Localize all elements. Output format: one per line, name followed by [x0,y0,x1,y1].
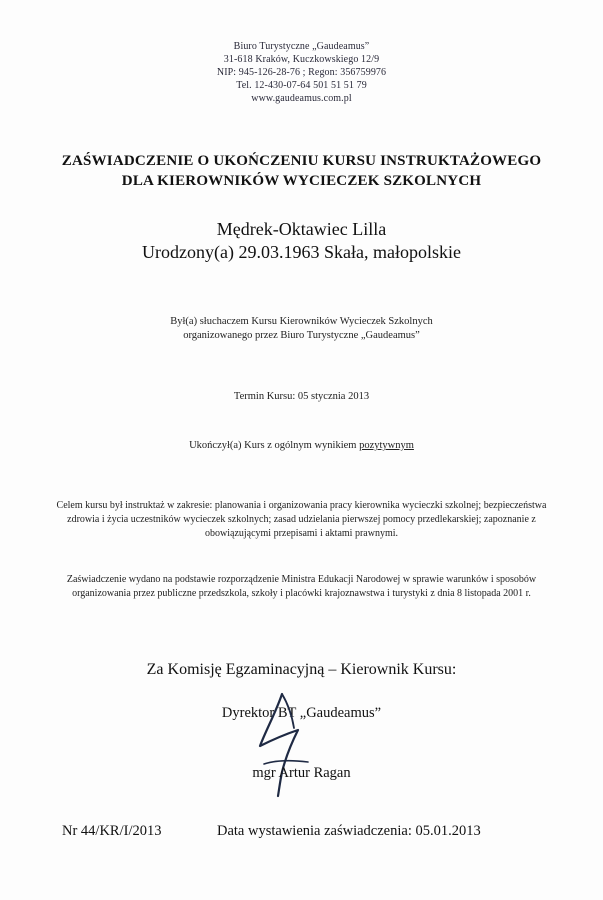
legal-line-2: organizowania przez publiczne przedszkola, szkoły i placówki krajoznawstwa i turystyki z dnia 8 listopada 2001 r. [72,588,531,599]
result-value: pozytywnym [359,440,414,451]
certificate-title [0,151,603,191]
company-phone: Tel. 12-430-07-64 501 51 51 79 [236,80,367,91]
attendance-statement [0,315,603,343]
commission-label: Za Komisję Egzaminacyjną – Kierownik Kursu: [146,661,457,678]
title-line-2: DLA KIEROWNIKÓW WYCIECZEK SZKOLNYCH [121,173,482,189]
attendance-line-1: Był(a) słuchaczem Kursu Kierowników Wycieczek Szkolnych [170,316,433,327]
course-goals [4,499,599,541]
recipient-birth: Urodzony(a) 29.03.1963 Skała, małopolskie [142,242,461,262]
recipient-block [0,218,603,264]
legal-basis [14,573,589,601]
goals-line-1: Celem kursu był instruktaż w zakresie: planowania i organizowania pracy kierownika wycieczki szkolnej; bezpieczeństwa [56,500,547,511]
title-line-1: ZAŚWIADCZENIE O UKOŃCZENIU KURSU INSTRUKTAŻOWEGO [61,153,542,169]
company-name: Biuro Turystyczne „Gaudeamus” [233,41,370,52]
letterhead [0,40,603,105]
company-address: 31-618 Kraków, Kuczkowskiego 12/9 [223,54,380,65]
goals-line-2: zdrowia i życia uczestników wycieczek szkolnych; zasad udzielania pierwszej pomocy przedlekarskiej; zapoznanie z [67,514,536,525]
course-result [0,439,603,453]
recipient-name: Mędrek-Oktawiec Lilla [216,219,387,239]
issue-date: Data wystawienia zaświadczenia: 05.01.2013 [217,823,481,839]
handwritten-signature [252,690,322,800]
signer-name: mgr Artur Ragan [252,765,351,781]
company-website: www.gaudeamus.com.pl [251,93,352,104]
goals-line-3: obowiązującymi przepisami i aktami prawnymi. [205,528,398,539]
company-tax-ids: NIP: 945-126-28-76 ; Regon: 356759976 [216,67,387,78]
result-prefix: Ukończył(a) Kurs z ogólnym wynikiem [189,440,360,451]
legal-line-1: Zaświadczenie wydano na podstawie rozporządzenie Ministra Edukacji Narodowej w sprawie warunków i sposobów [66,574,537,585]
attendance-line-2: organizowanego przez Biuro Turystyczne „Gaudeamus” [183,330,420,341]
director-title: Dyrektor BT „Gaudeamus” [221,705,382,721]
course-term: Termin Kursu: 05 stycznia 2013 [233,391,370,402]
certificate-number: Nr 44/KR/I/2013 [62,823,162,839]
